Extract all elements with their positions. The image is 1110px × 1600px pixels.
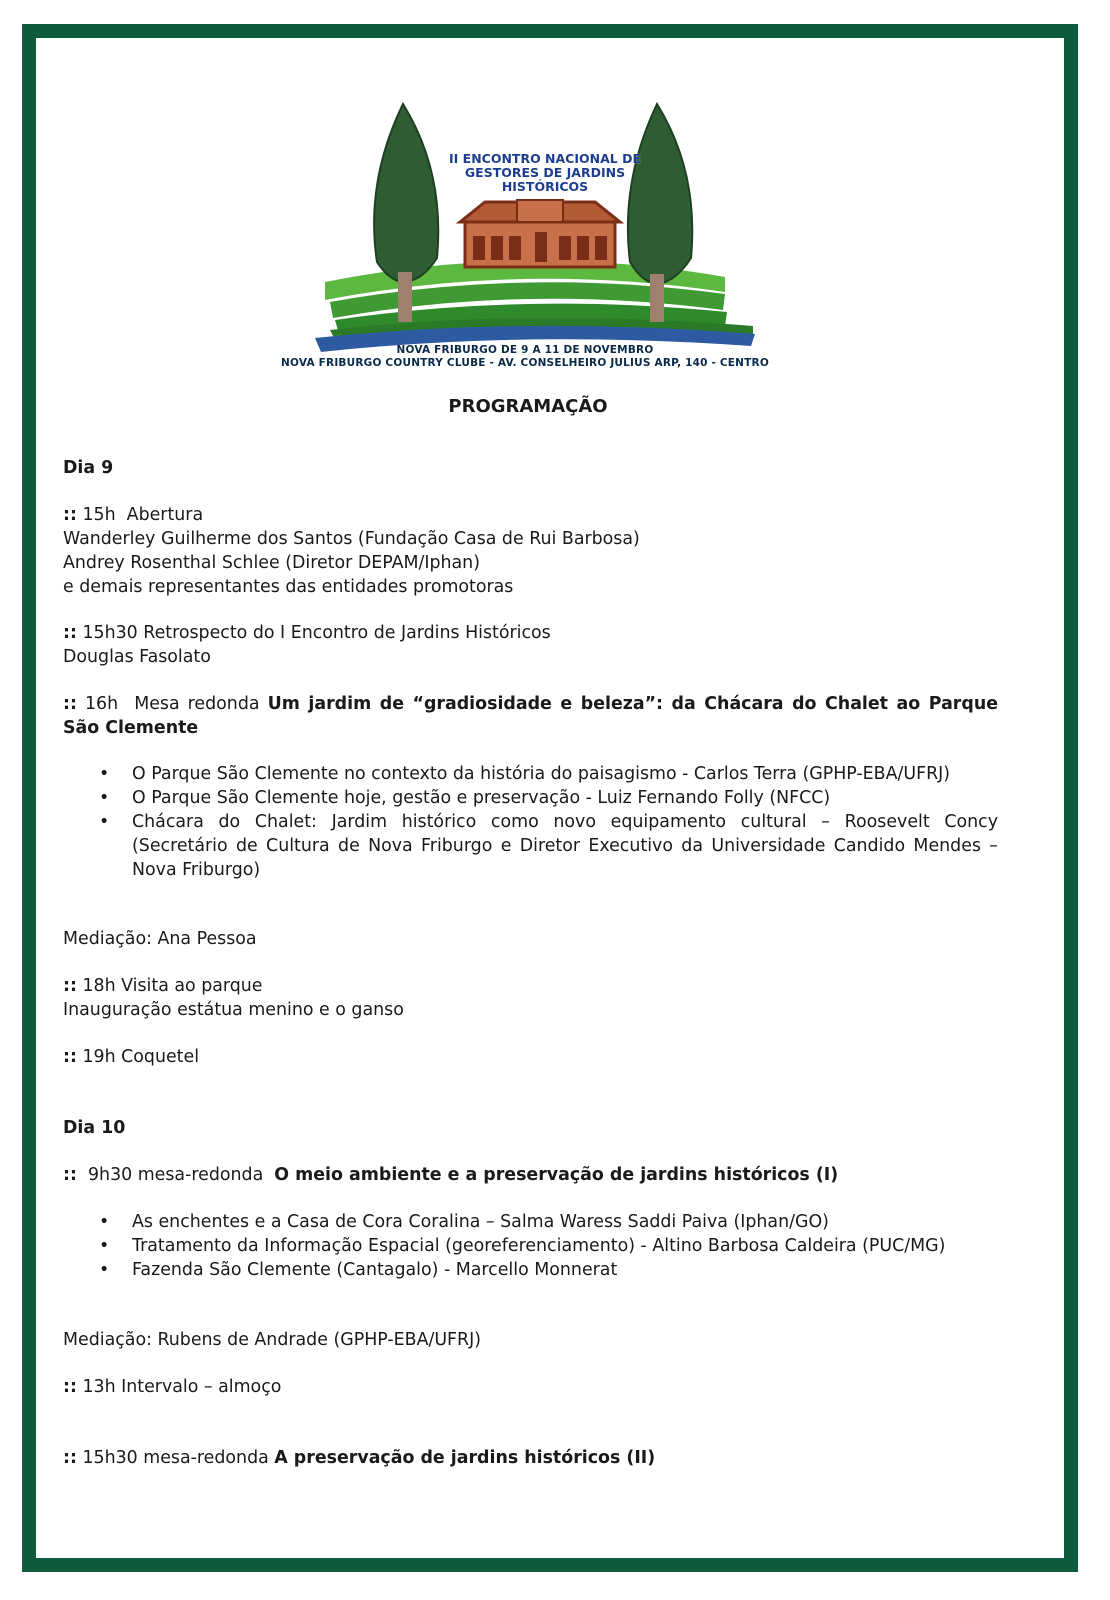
bullet-list	[63, 1210, 998, 1282]
item-line: Douglas Fasolato	[63, 647, 211, 667]
logo-caption-venue: NOVA FRIBURGO COUNTRY CLUBE - AV. CONSELHEIRO JULIUS ARP, 140 - CENTRO	[281, 357, 769, 369]
item-time: 9h30	[87, 1165, 133, 1185]
item-time: 15h30	[82, 623, 138, 643]
item-time: 19h	[82, 1047, 116, 1067]
item-line: Andrey Rosenthal Schlee (Diretor DEPAM/Iphan)	[63, 553, 480, 573]
item-title: Visita ao parque	[121, 976, 263, 996]
list-item: • O Parque São Clemente no contexto da história do paisagismo - Carlos Terra (GPHP-EBA/UFRJ)	[63, 762, 998, 786]
item-prefix: Mesa redonda	[134, 694, 260, 714]
mediation: Mediação: Rubens de Andrade (GPHP-EBA/UFRJ)	[63, 1330, 482, 1350]
mediation: Mediação: Ana Pessoa	[63, 929, 257, 949]
schedule-item	[63, 692, 998, 740]
item-title: Retrospecto do I Encontro de Jardins Históricos	[143, 623, 551, 643]
session-title: Um jardim de “gradiosidade e beleza”: da Chácara do Chalet ao Parque São Clemente	[63, 694, 999, 738]
schedule-item	[63, 621, 998, 669]
item-marker: ::	[63, 1165, 77, 1185]
list-item: • Fazenda São Clemente (Cantagalo) - Marcello Monnerat	[63, 1258, 998, 1282]
item-time: 18h	[82, 976, 116, 996]
logo-title-line: HISTÓRICOS	[501, 179, 589, 194]
schedule-item	[63, 1375, 998, 1399]
schedule-item	[63, 503, 998, 599]
item-marker: ::	[63, 1047, 77, 1067]
list-item: • O Parque São Clemente hoje, gestão e preservação - Luiz Fernando Folly (NFCC)	[63, 786, 998, 810]
logo-caption-dates: NOVA FRIBURGO DE 9 A 11 DE NOVEMBRO	[396, 344, 654, 356]
item-marker: ::	[63, 1377, 77, 1397]
day-heading: Dia 10	[63, 1118, 126, 1138]
logo-illustration-icon	[255, 72, 795, 372]
item-prefix: mesa-redonda	[137, 1165, 264, 1185]
item-marker: ::	[63, 976, 77, 996]
list-item: • As enchentes e a Casa de Cora Coralina – Salma Waress Saddi Paiva (Iphan/GO)	[63, 1210, 998, 1234]
item-title: Coquetel	[121, 1047, 200, 1067]
list-item: • Chácara do Chalet: Jardim histórico como novo equipamento cultural – Roosevelt Concy (Secretário de Cultura de Nova Friburgo e Diretor Executivo da Universidade Candido Mendes – Nova Friburgo)	[63, 810, 998, 882]
schedule-item	[63, 974, 998, 1022]
logo-title-line: GESTORES DE JARDINS	[464, 165, 626, 180]
event-logo	[255, 72, 795, 372]
item-line: Wanderley Guilherme dos Santos (Fundação Casa de Rui Barbosa)	[63, 529, 640, 549]
item-prefix: mesa-redonda	[143, 1448, 269, 1468]
item-marker: ::	[63, 505, 77, 525]
logo-title	[445, 152, 645, 194]
program-title: PROGRAMAÇÃO	[448, 396, 608, 417]
item-time: 16h	[84, 694, 119, 714]
item-line: Inauguração estátua menino e o ganso	[63, 1000, 404, 1020]
schedule-item	[63, 1446, 998, 1470]
item-marker: ::	[63, 694, 77, 714]
item-time: 15h30	[82, 1448, 138, 1468]
schedule-item	[63, 1163, 998, 1187]
item-line: e demais representantes das entidades promotoras	[63, 577, 514, 597]
bullet-list	[63, 762, 998, 882]
logo-title-line: II ENCONTRO NACIONAL DE	[449, 151, 641, 166]
item-title: Abertura	[126, 505, 204, 525]
item-title: Intervalo – almoço	[121, 1377, 282, 1397]
item-time: 13h	[82, 1377, 116, 1397]
item-marker: ::	[63, 623, 77, 643]
day-heading: Dia 9	[63, 458, 114, 478]
list-item: • Tratamento da Informação Espacial (georeferenciamento) - Altino Barbosa Caldeira (PUC/MG)	[63, 1234, 998, 1258]
item-time: 15h	[82, 505, 116, 525]
session-title: O meio ambiente e a preservação de jardins históricos (I)	[274, 1165, 839, 1185]
item-marker: ::	[63, 1448, 77, 1468]
session-title: A preservação de jardins históricos (II)	[274, 1448, 656, 1468]
schedule-item	[63, 1045, 998, 1069]
